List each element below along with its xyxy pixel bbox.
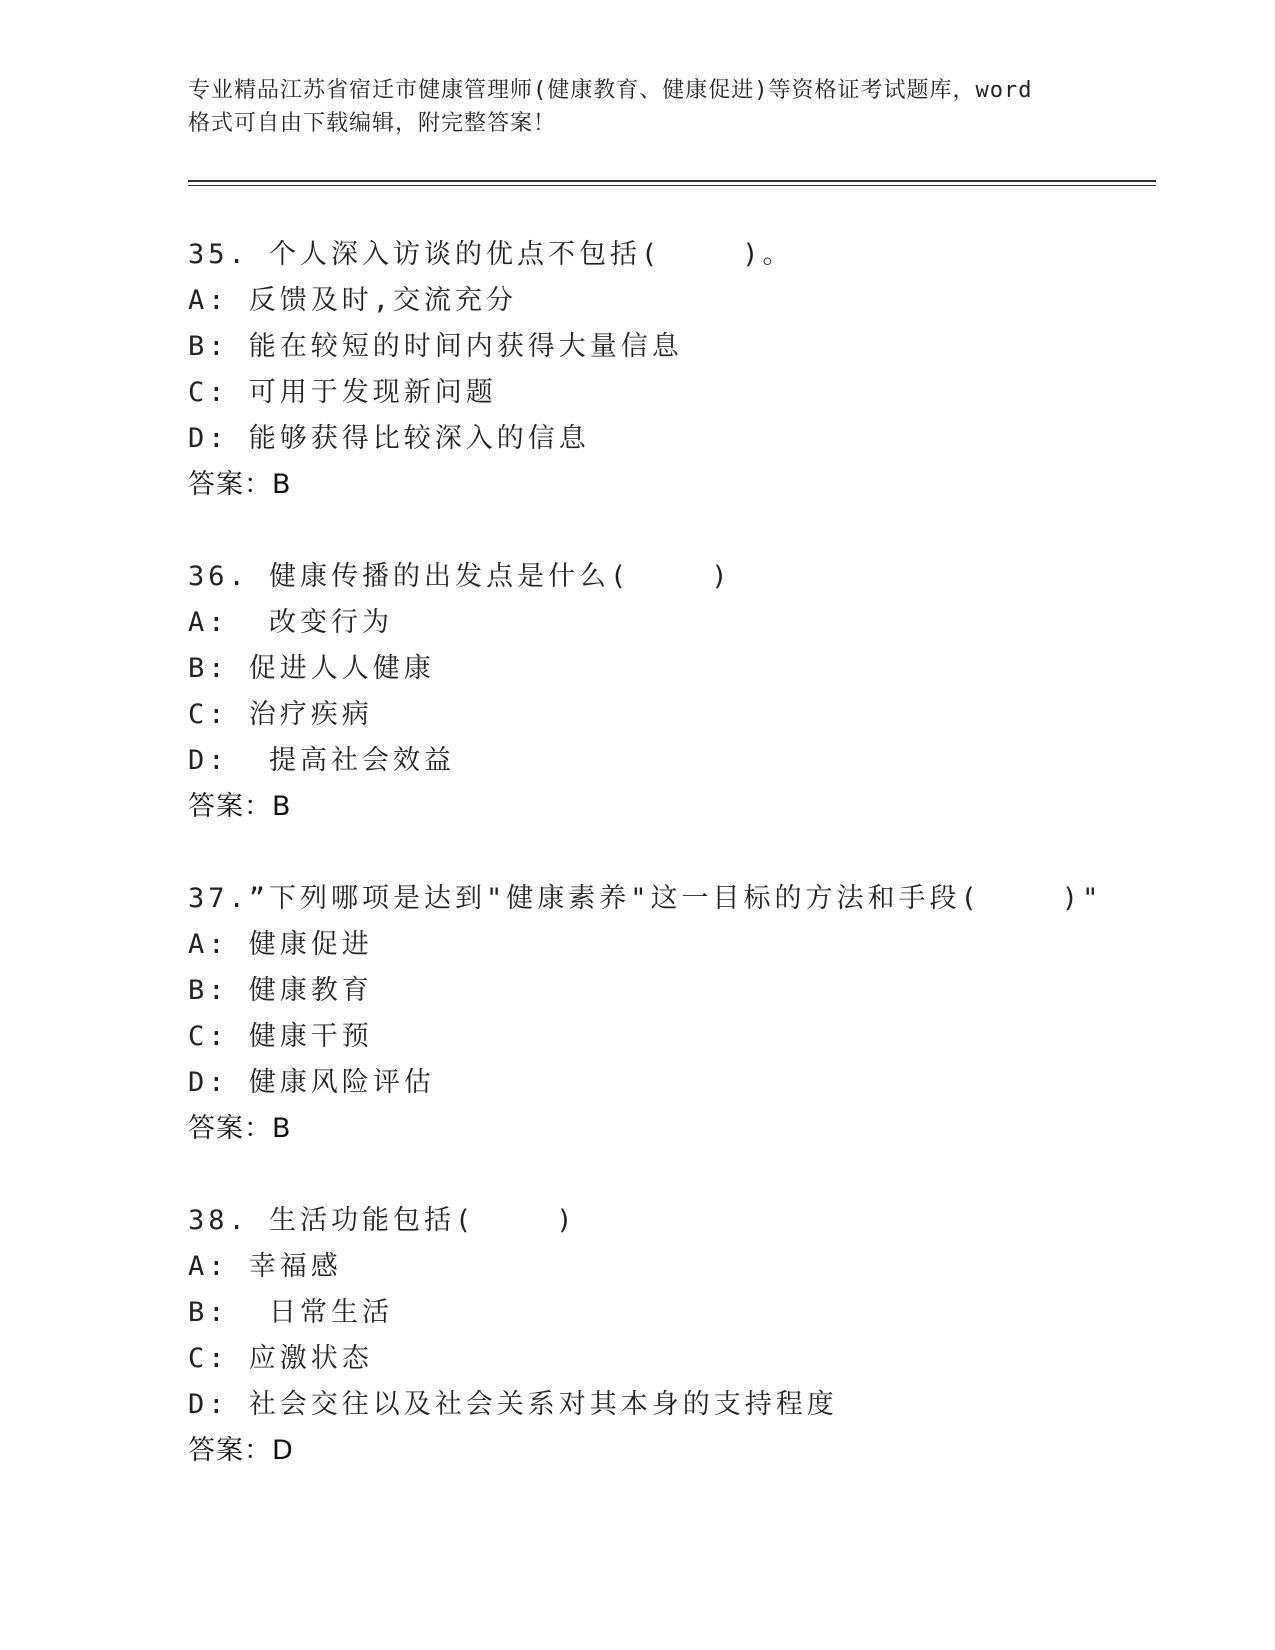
- question-38: [188, 1198, 1168, 1474]
- answer: 答案：B: [188, 791, 292, 822]
- option-d: D: 健康风险评估: [188, 1067, 435, 1098]
- question-36: [188, 554, 1168, 830]
- question-37: [188, 876, 1168, 1152]
- option-c: C: 健康干预: [188, 1021, 373, 1052]
- option-b: B: 能在较短的时间内获得大量信息: [188, 331, 683, 362]
- option-b: B: 日常生活: [188, 1297, 394, 1328]
- option-d: D: 提高社会效益: [188, 745, 456, 776]
- header-line-1: 专业精品江苏省宿迁市健康管理师(健康教育、健康促进)等资格证考试题库，word: [188, 78, 1033, 103]
- option-c: C: 应激状态: [188, 1343, 373, 1374]
- answer: 答案：B: [188, 469, 292, 500]
- document-header: [188, 74, 1088, 140]
- option-b: B: 健康教育: [188, 975, 373, 1006]
- option-d: D: 能够获得比较深入的信息: [188, 423, 590, 454]
- option-c: C: 可用于发现新问题: [188, 377, 497, 408]
- option-c: C: 治疗疾病: [188, 699, 373, 730]
- option-a: A: 健康促进: [188, 929, 373, 960]
- option-a: A: 改变行为: [188, 607, 394, 638]
- question-stem: 36. 健康传播的出发点是什么( ): [188, 561, 732, 592]
- question-35: [188, 232, 1168, 508]
- answer: 答案：D: [188, 1435, 294, 1466]
- option-a: A: 幸福感: [188, 1251, 342, 1282]
- answer: 答案：B: [188, 1113, 292, 1144]
- header-divider-thin: [188, 185, 1156, 186]
- question-stem: 35. 个人深入访谈的优点不包括( )。: [188, 239, 794, 270]
- question-stem: 38. 生活功能包括( ): [188, 1205, 577, 1236]
- question-stem: 37.”下列哪项是达到"健康素养"这一目标的方法和手段( )": [188, 883, 1103, 914]
- option-d: D: 社会交往以及社会关系对其本身的支持程度: [188, 1389, 838, 1420]
- header-divider-thick: [188, 180, 1156, 182]
- header-line-2: 格式可自由下载编辑，附完整答案！: [188, 111, 557, 136]
- option-b: B: 促进人人健康: [188, 653, 435, 684]
- option-a: A: 反馈及时,交流充分: [188, 285, 518, 316]
